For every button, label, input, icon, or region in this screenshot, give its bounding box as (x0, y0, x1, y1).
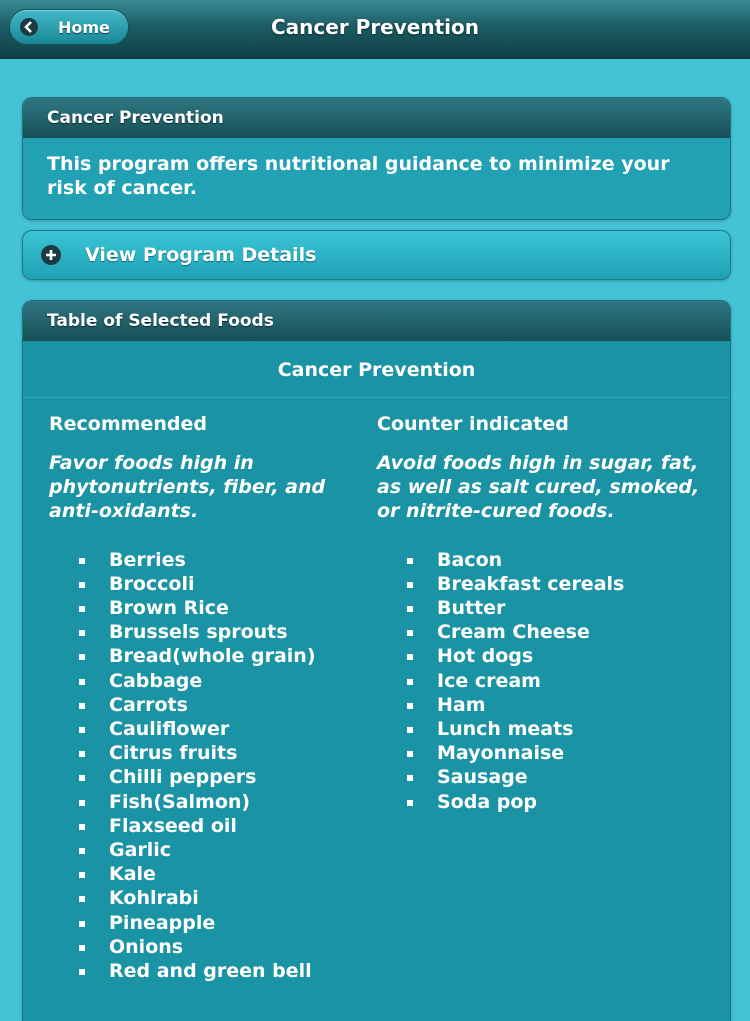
recommended-food-item: Pineapple (49, 911, 359, 935)
recommended-list (49, 548, 359, 984)
recommended-food-item: Berries (49, 548, 359, 572)
recommended-food-item: Chilli peppers (49, 765, 359, 789)
view-program-details-toggle[interactable] (22, 230, 731, 280)
foods-table-card (22, 300, 731, 1021)
intro-card (22, 97, 731, 220)
recommended-food-item: Garlic (49, 838, 359, 862)
counter-indicated-food-item: Breakfast cereals (377, 572, 707, 596)
recommended-food-item: Citrus fruits (49, 741, 359, 765)
recommended-food-item: Bread(whole grain) (49, 644, 359, 668)
counter-indicated-food-item: Ice cream (377, 669, 707, 693)
table-title: Cancer Prevention (277, 359, 476, 381)
foods-card-heading: Table of Selected Foods (23, 301, 730, 341)
foods-table (23, 341, 730, 1021)
view-program-details-label: View Program Details (85, 244, 317, 266)
counter-indicated-food-item: Mayonnaise (377, 741, 707, 765)
recommended-food-item: Cabbage (49, 669, 359, 693)
recommended-food-item: Kohlrabi (49, 886, 359, 910)
counter-indicated-description: Avoid foods high in sugar, fat, as well as salt cured, smoked, or nitrite-cured foods. (377, 452, 700, 523)
counter-indicated-food-item: Lunch meats (377, 717, 707, 741)
counter-indicated-food-item: Sausage (377, 765, 707, 789)
intro-card-heading: Cancer Prevention (23, 98, 730, 138)
recommended-description: Favor foods high in phytonutrients, fiber, and anti-oxidants. (49, 452, 326, 523)
recommended-food-item: Cauliflower (49, 717, 359, 741)
counter-indicated-food-item: Butter (377, 596, 707, 620)
recommended-food-item: Brown Rice (49, 596, 359, 620)
recommended-heading: Recommended (49, 413, 207, 435)
counter-indicated-food-item: Bacon (377, 548, 707, 572)
counter-indicated-list (377, 548, 707, 814)
page-title: Cancer Prevention (271, 15, 479, 39)
recommended-food-item: Kale (49, 862, 359, 886)
counter-indicated-food-item: Soda pop (377, 790, 707, 814)
recommended-food-item: Carrots (49, 693, 359, 717)
counter-indicated-food-item: Cream Cheese (377, 620, 707, 644)
counter-indicated-food-item: Hot dogs (377, 644, 707, 668)
counter-indicated-food-item: Ham (377, 693, 707, 717)
home-button-label: Home (58, 18, 110, 37)
recommended-column (49, 413, 359, 983)
plus-icon (41, 245, 61, 265)
recommended-food-item: Red and green bell (49, 959, 359, 983)
top-bar (0, 0, 750, 59)
recommended-food-item: Brussels sprouts (49, 620, 359, 644)
recommended-food-item: Broccoli (49, 572, 359, 596)
recommended-food-item: Flaxseed oil (49, 814, 359, 838)
recommended-food-item: Fish(Salmon) (49, 790, 359, 814)
counter-indicated-heading: Counter indicated (377, 413, 569, 435)
recommended-food-item: Onions (49, 935, 359, 959)
divider (23, 397, 730, 398)
intro-card-text: This program offers nutritional guidance to minimize your risk of cancer. (23, 138, 730, 219)
counter-indicated-column (377, 413, 707, 814)
